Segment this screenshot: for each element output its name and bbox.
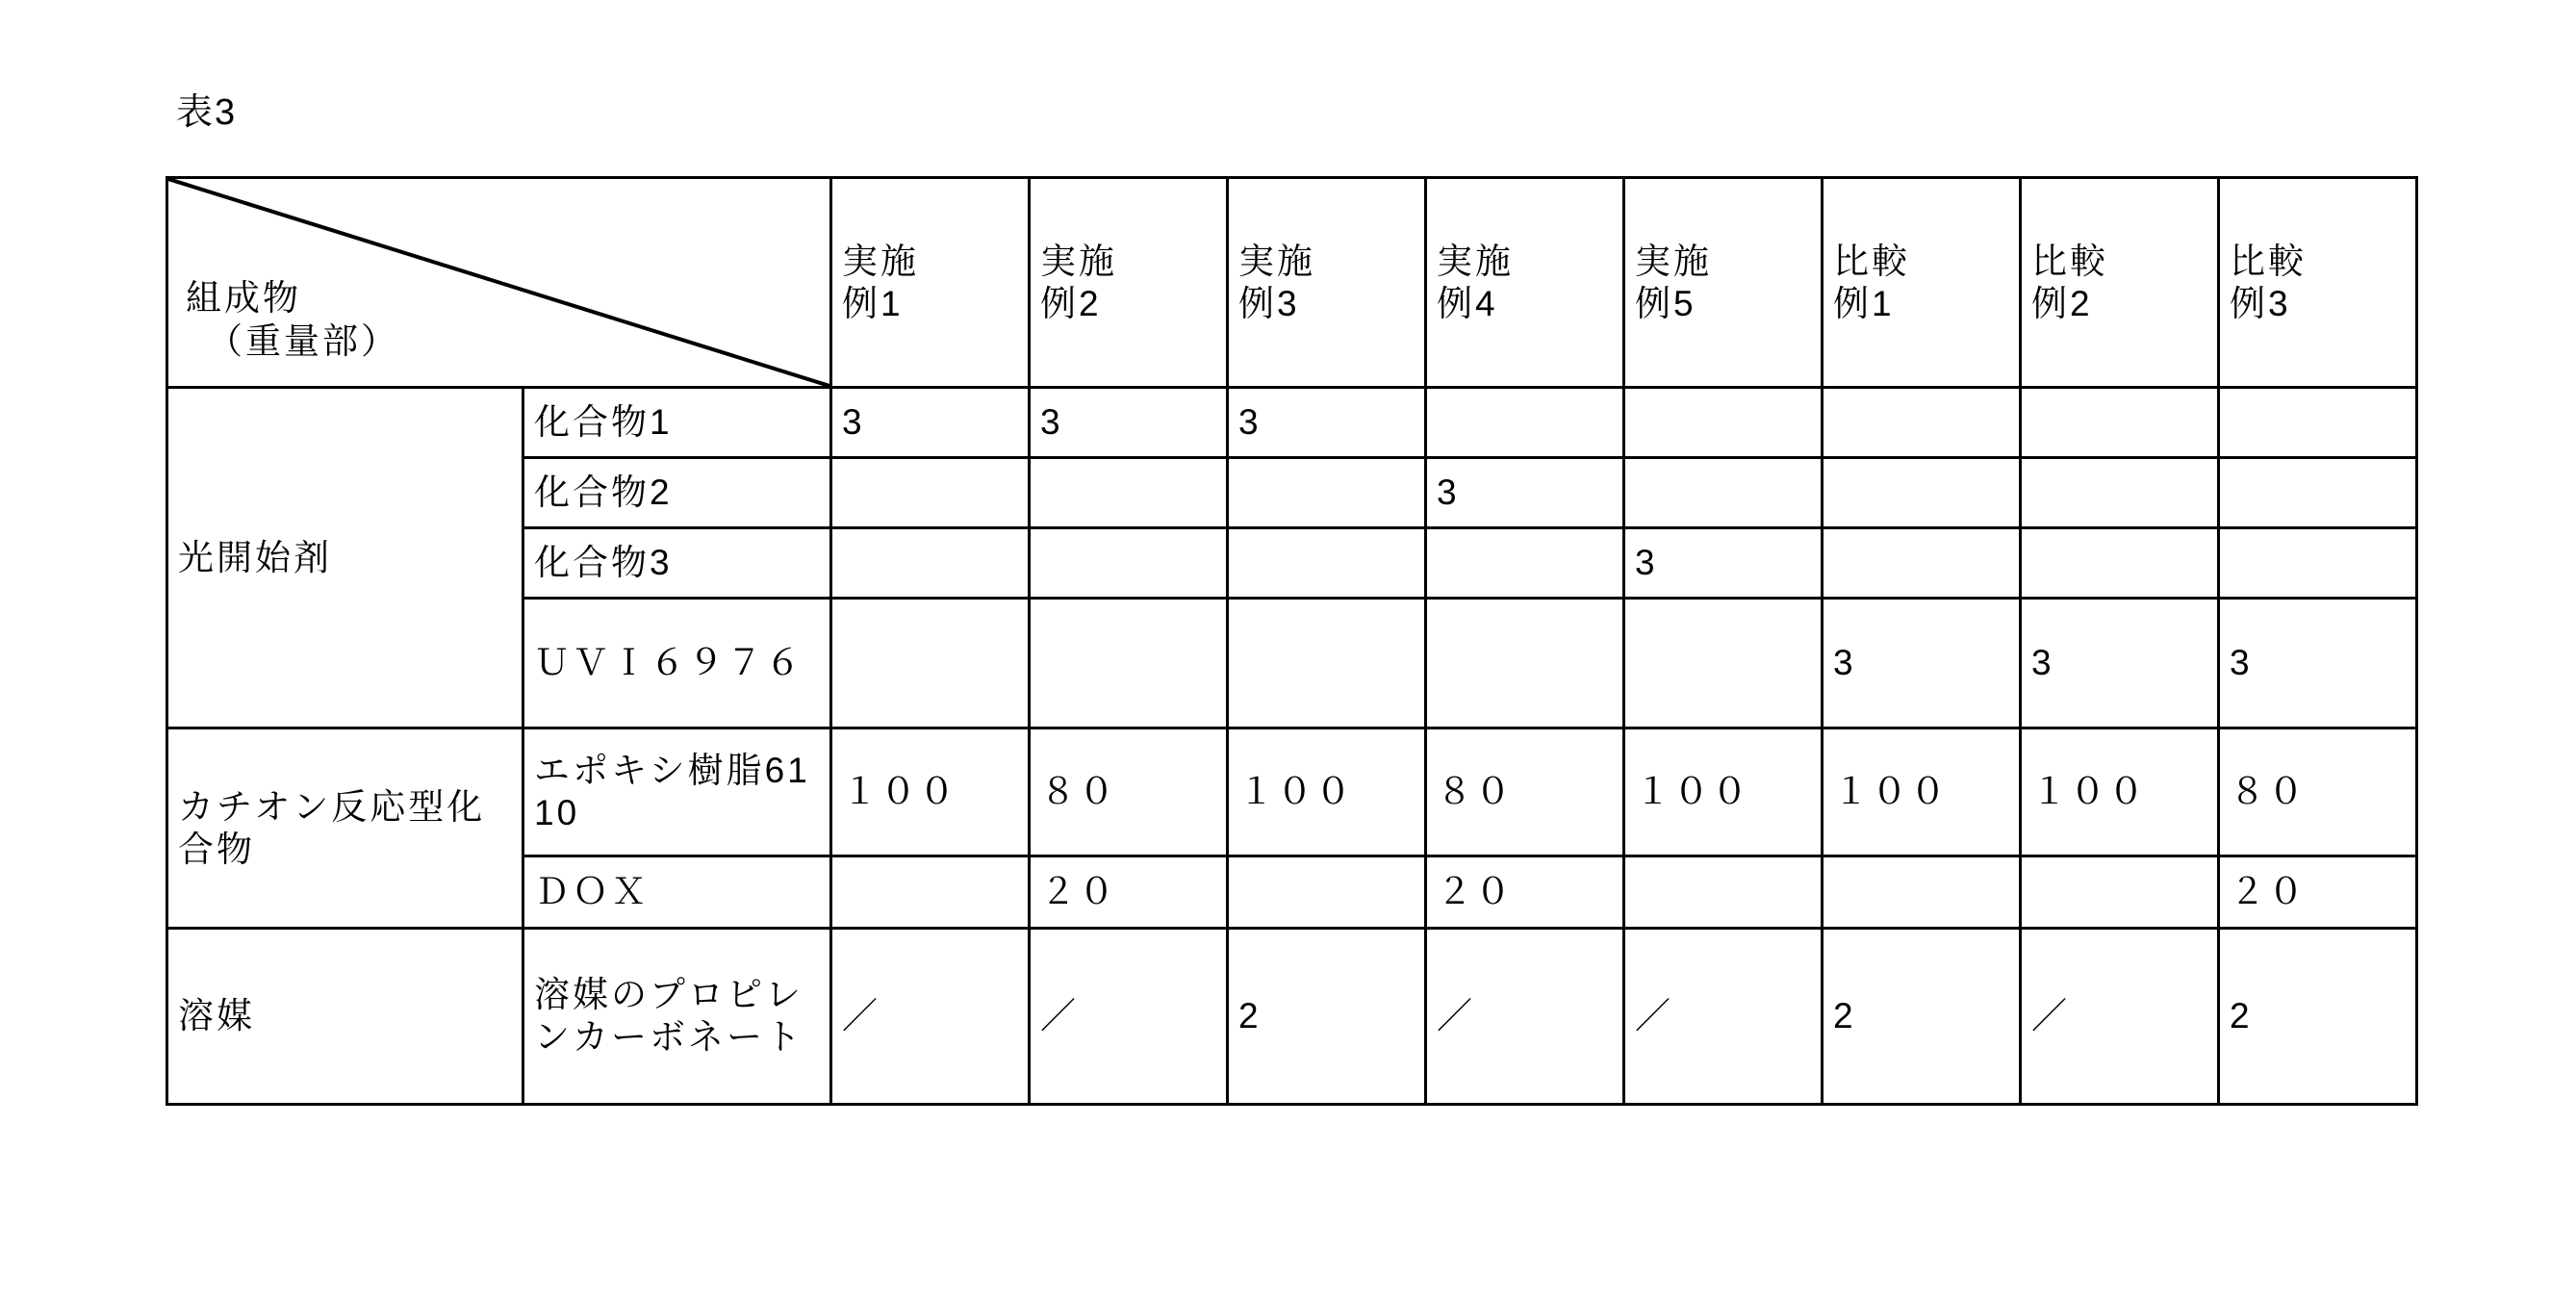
data-cell: １００ <box>1228 728 1426 856</box>
item-label: 化合物2 <box>523 458 831 528</box>
data-cell: １００ <box>2021 728 2219 856</box>
data-cell <box>1030 599 1228 728</box>
data-cell <box>1823 528 2021 599</box>
data-cell <box>2021 458 2219 528</box>
column-header-4 <box>1426 178 1624 388</box>
data-cell <box>1823 388 2021 458</box>
data-cell <box>2219 388 2417 458</box>
data-cell <box>1228 599 1426 728</box>
data-cell <box>1228 856 1426 929</box>
column-header-8-line1: 比較 <box>2230 241 2307 281</box>
column-header-3-line2: 例3 <box>1238 283 1300 323</box>
data-cell <box>1823 458 2021 528</box>
data-cell: 3 <box>1030 388 1228 458</box>
column-header-2-line1: 実施 <box>1040 241 1117 281</box>
data-cell <box>831 856 1030 929</box>
data-cell: 2 <box>1228 929 1426 1105</box>
data-cell <box>1823 856 2021 929</box>
data-cell: 3 <box>1426 458 1624 528</box>
corner-header-line1: 組成物 <box>186 277 301 318</box>
data-cell: １００ <box>1624 728 1823 856</box>
corner-header-line2: （重量部） <box>207 320 399 361</box>
data-cell: ／ <box>1624 929 1823 1105</box>
data-cell: ／ <box>1426 929 1624 1105</box>
data-cell: 3 <box>831 388 1030 458</box>
data-cell: ８０ <box>1030 728 1228 856</box>
data-cell <box>1030 458 1228 528</box>
data-cell: 3 <box>2219 599 2417 728</box>
table-row <box>167 388 2417 458</box>
table-row <box>167 929 2417 1105</box>
column-header-2 <box>1030 178 1228 388</box>
column-header-2-line2: 例2 <box>1040 283 1102 323</box>
data-cell: ／ <box>831 929 1030 1105</box>
data-cell <box>831 599 1030 728</box>
data-cell: ／ <box>2021 929 2219 1105</box>
data-cell <box>2219 458 2417 528</box>
column-header-6-line1: 比較 <box>1833 241 1910 281</box>
data-cell: ２０ <box>1426 856 1624 929</box>
column-header-1-line2: 例1 <box>842 283 904 323</box>
data-cell <box>2021 528 2219 599</box>
column-header-5-line2: 例5 <box>1635 283 1696 323</box>
column-header-4-line2: 例4 <box>1437 283 1498 323</box>
group-label-cationic-compound: カチオン反応型化合物 <box>167 728 523 929</box>
column-header-8 <box>2219 178 2417 388</box>
data-cell <box>1624 599 1823 728</box>
data-cell <box>1426 528 1624 599</box>
table-container <box>166 176 2412 1106</box>
item-label: 化合物3 <box>523 528 831 599</box>
table-row <box>167 728 2417 856</box>
data-cell: １００ <box>1823 728 2021 856</box>
data-cell: 2 <box>1823 929 2021 1105</box>
data-cell <box>2021 388 2219 458</box>
column-header-7-line1: 比較 <box>2031 241 2108 281</box>
data-cell: ２０ <box>2219 856 2417 929</box>
column-header-7-line2: 例2 <box>2031 283 2093 323</box>
data-cell <box>1426 388 1624 458</box>
data-cell <box>831 528 1030 599</box>
data-cell: ８０ <box>2219 728 2417 856</box>
data-cell <box>1228 528 1426 599</box>
group-label-photoinitiator: 光開始剤 <box>167 388 523 728</box>
column-header-3-line1: 実施 <box>1238 241 1315 281</box>
column-header-5 <box>1624 178 1823 388</box>
item-label: 化合物1 <box>523 388 831 458</box>
composition-table <box>166 176 2418 1106</box>
data-cell <box>1228 458 1426 528</box>
column-header-6 <box>1823 178 2021 388</box>
data-cell: 3 <box>2021 599 2219 728</box>
column-header-3 <box>1228 178 1426 388</box>
column-header-5-line1: 実施 <box>1635 241 1712 281</box>
data-cell <box>1624 388 1823 458</box>
item-label: エポキシ樹脂6110 <box>523 728 831 856</box>
column-header-8-line2: 例3 <box>2230 283 2291 323</box>
table-header-row <box>167 178 2417 388</box>
item-label: ＵＶＩ６９７６ <box>523 599 831 728</box>
column-header-1-line1: 実施 <box>842 241 919 281</box>
data-cell: ／ <box>1030 929 1228 1105</box>
item-label: ＤＯＸ <box>523 856 831 929</box>
data-cell <box>831 458 1030 528</box>
data-cell <box>1624 458 1823 528</box>
data-cell <box>2021 856 2219 929</box>
data-cell <box>2219 528 2417 599</box>
data-cell <box>1030 528 1228 599</box>
data-cell <box>1426 599 1624 728</box>
data-cell: ２０ <box>1030 856 1228 929</box>
item-label: 溶媒のプロピレンカーボネート <box>523 929 831 1105</box>
column-header-7 <box>2021 178 2219 388</box>
column-header-1 <box>831 178 1030 388</box>
data-cell: 3 <box>1228 388 1426 458</box>
group-label-solvent: 溶媒 <box>167 929 523 1105</box>
corner-header-cell <box>167 178 831 388</box>
column-header-6-line2: 例1 <box>1833 283 1895 323</box>
data-cell: 3 <box>1624 528 1823 599</box>
table-caption: 表3 <box>176 92 238 133</box>
data-cell: ８０ <box>1426 728 1624 856</box>
corner-header-label <box>186 276 399 363</box>
data-cell: 2 <box>2219 929 2417 1105</box>
data-cell <box>1624 856 1823 929</box>
data-cell: 3 <box>1823 599 2021 728</box>
data-cell: １００ <box>831 728 1030 856</box>
column-header-4-line1: 実施 <box>1437 241 1514 281</box>
